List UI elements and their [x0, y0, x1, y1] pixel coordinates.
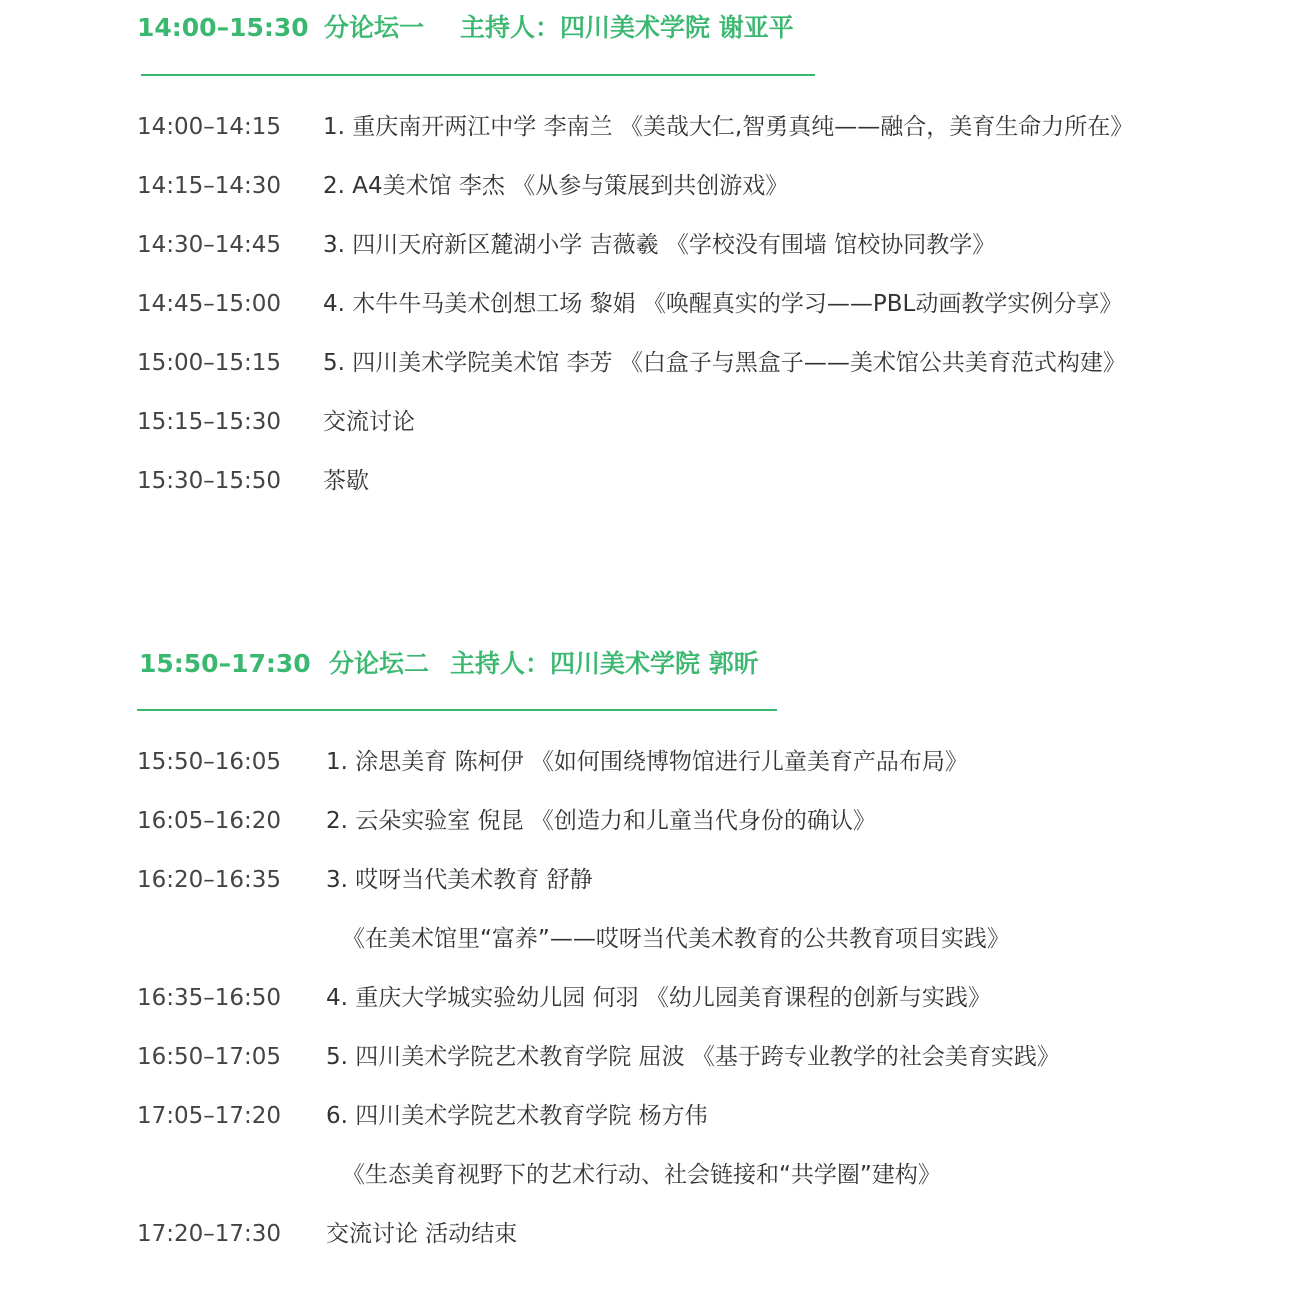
row-time: 16:20–16:35	[137, 867, 282, 893]
forum-1-time-range: 14:00–15:30	[137, 13, 309, 42]
row-time: 16:35–16:50	[137, 985, 282, 1011]
forum-1-divider	[141, 74, 815, 76]
row-text: 《生态美育视野下的艺术行动、社会链接和“共学圈”建构》	[342, 1162, 941, 1188]
row-time: 15:15–15:30	[137, 409, 282, 435]
row-text: 茶歇	[323, 468, 369, 494]
row-text: 交流讨论 活动结束	[326, 1221, 518, 1247]
row-text: 4. 重庆大学城实验幼儿园 何羽 《幼儿园美育课程的创新与实践》	[326, 985, 991, 1011]
forum-2-time-range: 15:50–17:30	[139, 649, 311, 678]
forum-2-header	[139, 644, 819, 684]
row-time: 16:05–16:20	[137, 808, 282, 834]
row-time: 17:05–17:20	[137, 1103, 282, 1129]
row-time: 17:20–17:30	[137, 1221, 282, 1247]
forum-1-title: 分论坛一	[324, 13, 425, 42]
forum-2-divider	[137, 709, 777, 711]
row-time: 16:50–17:05	[137, 1044, 282, 1070]
forum-2-host: 主持人：四川美术学院 郭昕	[450, 649, 759, 678]
row-text: 3. 哎呀当代美术教育 舒静	[326, 867, 593, 893]
row-text: 6. 四川美术学院艺术教育学院 杨方伟	[326, 1103, 708, 1129]
row-time: 15:30–15:50	[137, 468, 282, 494]
row-text: 《在美术馆里“富养”——哎呀当代美术教育的公共教育项目实践》	[342, 926, 1010, 952]
row-text: 1. 涂思美育 陈柯伊 《如何围绕博物馆进行儿童美育产品布局》	[326, 749, 968, 775]
forum-1-host: 主持人：四川美术学院 谢亚平	[460, 13, 794, 42]
row-text: 5. 四川美术学院艺术教育学院 屈波 《基于跨专业教学的社会美育实践》	[326, 1044, 1060, 1070]
row-time: 14:30–14:45	[137, 232, 282, 258]
row-text: 3. 四川天府新区麓湖小学 吉薇羲 《学校没有围墙 馆校协同教学》	[323, 232, 996, 258]
row-text: 交流讨论	[323, 409, 415, 435]
row-text: 2. A4美术馆 李杰 《从参与策展到共创游戏》	[323, 173, 789, 199]
row-text: 2. 云朵实验室 倪昆 《创造力和儿童当代身份的确认》	[326, 808, 876, 834]
row-time: 14:00–14:15	[137, 114, 282, 140]
row-time: 14:15–14:30	[137, 173, 282, 199]
row-time: 15:50–16:05	[137, 749, 282, 775]
forum-2-title: 分论坛二	[329, 649, 430, 678]
row-time: 15:00–15:15	[137, 350, 282, 376]
row-text: 5. 四川美术学院美术馆 李芳 《白盒子与黑盒子——美术馆公共美育范式构建》	[323, 350, 1126, 376]
row-text: 1. 重庆南开两江中学 李南兰 《美哉大仁,智勇真纯——融合，美育生命力所在》	[323, 114, 1134, 140]
row-text: 4. 木牛牛马美术创想工场 黎娟 《唤醒真实的学习——PBL动画教学实例分享》	[323, 291, 1123, 317]
row-time: 14:45–15:00	[137, 291, 282, 317]
forum-1-header	[137, 8, 837, 48]
